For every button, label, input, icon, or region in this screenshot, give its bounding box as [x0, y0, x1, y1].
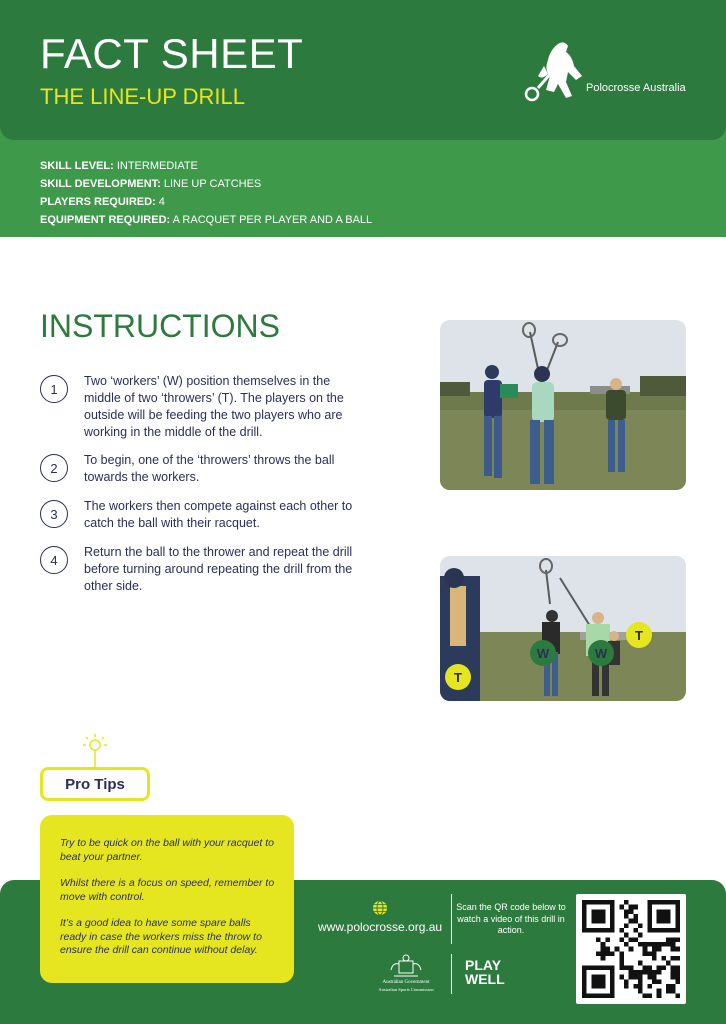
skill-development-row: SKILL DEVELOPMENT: LINE UP CATCHES	[40, 178, 262, 190]
footer-divider	[451, 894, 452, 944]
polocrosse-logo	[518, 36, 698, 106]
step-text: The workers then compete against each other to catch the ball with their racquet.	[84, 499, 353, 530]
website-link[interactable]: www.polocrosse.org.au	[318, 920, 443, 934]
qr-code-icon	[582, 900, 680, 998]
footer-divider-2	[451, 954, 452, 994]
qr-instructions: Scan the QR code below to watch a video of this drill in action.	[456, 902, 566, 935]
instructions-heading: INSTRUCTIONS	[40, 308, 280, 344]
lightbulb-icon	[82, 734, 108, 770]
step-text: Two ‘workers’ (W) position themselves in the middle of two ‘throwers’ (T). The players on the outside will be feeding the two players who are working in the middle of the drill.	[84, 374, 344, 439]
step-number: 1	[40, 375, 68, 403]
rider-icon	[518, 36, 588, 106]
drill-photo-2	[440, 556, 686, 701]
tip-1: Try to be quick on the ball with your racquet to beat your partner.	[60, 837, 274, 863]
pro-tips-box	[40, 815, 294, 983]
gov-line-1: Australian Government	[382, 980, 430, 985]
globe-icon	[372, 900, 388, 916]
step-text: Return the ball to the thrower and repeat the drill before turning around repeating the drill from the other side.	[84, 545, 353, 593]
marker-worker-right: W	[588, 640, 614, 666]
step-text: To begin, one of the ‘throwers’ throws the ball towards the workers.	[84, 453, 335, 484]
step-number: 3	[40, 500, 68, 528]
tip-3: It’s a good idea to have some spare balls ready in case the workers miss the throw to ensure the drill can continue without delay.	[60, 917, 262, 956]
play-well-logo: PLAY WELL	[465, 957, 505, 987]
qr-code[interactable]	[576, 894, 686, 1004]
pro-tips-label: Pro Tips	[40, 767, 150, 801]
coat-of-arms-icon	[366, 952, 446, 980]
players-required-row: PLAYERS REQUIRED: 4	[40, 196, 165, 208]
header	[0, 0, 726, 140]
step-number: 4	[40, 546, 68, 574]
marker-thrower-left: T	[445, 664, 471, 690]
drill-photo-1	[440, 320, 686, 490]
step-number: 2	[40, 454, 68, 482]
brand-name: Polocrosse Australia	[586, 82, 686, 94]
skill-level-row: SKILL LEVEL: INTERMEDIATE	[40, 160, 198, 172]
gov-line-2: Australian Sports Commission	[378, 987, 434, 992]
marker-thrower-right: T	[626, 622, 652, 648]
marker-worker-left: W	[530, 640, 556, 666]
page-title: FACT SHEET	[40, 30, 304, 77]
page-subtitle: THE LINE-UP DRILL	[40, 84, 245, 109]
tip-2: Whilst there is a focus on speed, remember to move with control.	[60, 877, 275, 903]
australian-government-logo	[366, 952, 446, 996]
equipment-required-row: EQUIPMENT REQUIRED: A RACQUET PER PLAYER AND A BALL	[40, 214, 373, 226]
